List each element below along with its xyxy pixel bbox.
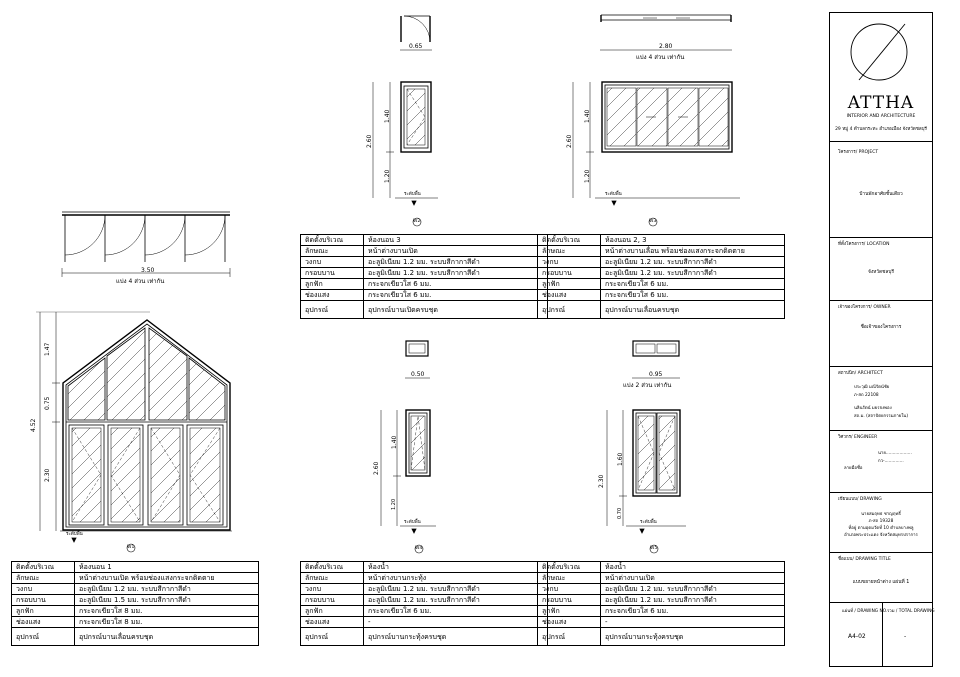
w2-dim-top: 1.40: [384, 109, 391, 123]
spec-value: หน้าต่างบานเปิด พร้อมช่องแสงกระจกติดตาย: [75, 573, 259, 584]
location-cell: [830, 237, 932, 300]
spec-value: ห้องนอน 3: [364, 235, 548, 246]
spec-value: อุปกรณ์บานเลื่อนครบชุด: [75, 628, 259, 646]
spec-value: อะลูมิเนียม 1.2 มม. ระบบสีกากาสีดำ: [601, 584, 785, 595]
spec-key: ติดตั้งบริเวณ: [538, 562, 601, 573]
spec-key: ลักษณะ: [301, 573, 364, 584]
w1-dim-bottom: 2.30: [44, 468, 51, 482]
spec-value: อะลูมิเนียม 1.2 มม. ระบบสีกากาสีดำ: [364, 595, 548, 606]
spec-key: วงกบ: [538, 257, 601, 268]
spec-value: หน้าต่างบานเปิด: [601, 573, 785, 584]
spec-value: อะลูมิเนียม 1.2 มม. ระบบสีกากาสีดำ: [364, 584, 548, 595]
spec-value: อะลูมิเนียม 1.2 มม. ระบบสีกากาสีดำ: [601, 268, 785, 279]
architect-line: สถ.ม. (สถาปัตยกรรมภายใน): [854, 414, 909, 419]
project-cell: [830, 141, 932, 237]
drawing-title-label: ชื่อแบบ/ DRAWING TITLE: [838, 557, 891, 562]
drawing-by-line: อำเภอพระประแดง จังหวัดสมุทรปราการ: [844, 533, 918, 538]
spec-key: ช่องแสง: [301, 290, 364, 301]
w4-spec-table: [300, 561, 548, 646]
spec-key: ลูกฟัก: [538, 606, 601, 617]
engineer-line: นาย...................: [878, 451, 912, 456]
sheet-number: A4-02: [848, 633, 866, 640]
spec-key: กรอบบาน: [301, 268, 364, 279]
w1-dim-total: 4.52: [30, 418, 37, 432]
drawing-by-line: ที่อยู่ ตามอุดมวัดที่ 10 ตำบลบางพลู: [848, 526, 914, 531]
title-block: [829, 12, 933, 667]
spec-key: ลักษณะ: [12, 573, 75, 584]
owner-cell: [830, 300, 932, 366]
spec-key: กรอบบาน: [12, 595, 75, 606]
w1-elevation: [36, 312, 232, 552]
spec-value: อุปกรณ์บานเปิดครบชุด: [364, 301, 548, 319]
w2-spec-table: [300, 234, 548, 319]
engineer-line: กว-..............: [878, 459, 904, 464]
drawing-by-label: เขียนแบบ/ DRAWING: [838, 497, 882, 502]
location-label: ที่ตั้งโครงการ/ LOCATION: [838, 242, 890, 247]
spec-value: กระจกเขียวใส 6 มม.: [601, 606, 785, 617]
w5-tag: W5: [650, 546, 658, 551]
spec-value: หน้าต่างบานเปิด: [364, 246, 548, 257]
spec-key: ลูกฟัก: [301, 606, 364, 617]
w1-width-dim: 3.50: [141, 267, 155, 274]
w1-split-note: แบ่ง 4 ส่วน เท่ากัน: [116, 278, 165, 285]
project-name: บ้านพักอาศัยชั้นเดียว: [859, 192, 903, 197]
w2-dim-total: 2.60: [366, 134, 373, 148]
w3-tag: W3: [649, 219, 657, 224]
spec-key: ช่องแสง: [301, 617, 364, 628]
sheet-number-cell: [830, 602, 935, 666]
spec-key: ลูกฟัก: [12, 606, 75, 617]
w1-spec-table: [11, 561, 259, 646]
w5-dim-bottom: 0.70: [617, 507, 623, 519]
spec-value: -: [601, 617, 785, 628]
spec-value: อะลูมิเนียม 1.2 มม. ระบบสีกากาสีดำ: [364, 257, 548, 268]
w5-dim-total: 2.30: [598, 474, 605, 488]
w5-elevation: [607, 410, 686, 553]
w1-dim-top: 1.47: [44, 342, 51, 356]
w3-spec-table: [537, 234, 785, 319]
drawing-title: แบบขยายหน้าต่าง แผ่นที่ 1: [852, 580, 910, 585]
spec-key: กรอบบาน: [538, 595, 601, 606]
spec-value: ห้องนอน 2, 3: [601, 235, 785, 246]
owner-label: เจ้าของโครงการ/ OWNER: [838, 305, 891, 310]
logo-text: ATTHA: [847, 93, 915, 113]
drawing-by-line: นายสมฤทธ ชาญฤทธิ์: [861, 512, 901, 517]
engineer-signature-label: ลายมือชื่อ: [844, 466, 863, 471]
spec-key: ลักษณะ: [538, 246, 601, 257]
w1-dim-mid: 0.75: [44, 396, 51, 410]
owner-value: ชื่อเจ้าของโครงการ: [860, 325, 902, 330]
drawing-by-cell: [830, 492, 932, 552]
spec-key: ช่องแสง: [538, 290, 601, 301]
spec-key: วงกบ: [12, 584, 75, 595]
w2-elevation: [373, 82, 438, 226]
w5-spec-table: [537, 561, 785, 646]
w1-tag: W1: [127, 545, 135, 550]
w5-split-note: แบ่ง 2 ส่วน เท่ากัน: [623, 382, 672, 389]
spec-key: กรอบบาน: [301, 595, 364, 606]
w3-floor-label: ระดับพื้น: [605, 192, 622, 197]
total-label: รวม / TOTAL DRAWING: [887, 609, 935, 614]
spec-value: หน้าต่างบานกระทุ้ง: [364, 573, 548, 584]
architect-line: นลินรัตน์ มยรจงพอง: [854, 406, 892, 411]
sheet-no-label: แผ่นที่ / DRAWING NO.: [842, 609, 888, 614]
spec-value: อุปกรณ์บานเลื่อนครบชุด: [601, 301, 785, 319]
spec-value: กระจกเขียวใส 8 มม.: [75, 606, 259, 617]
w2-tag: W2: [413, 219, 421, 224]
w3-dim-top: 1.40: [584, 109, 591, 123]
spec-value: กระจกเขียวใส 6 มม.: [364, 290, 548, 301]
drawing-title-cell: [830, 552, 932, 602]
w1-floor-label: ระดับพื้น: [66, 532, 83, 537]
spec-key: กรอบบาน: [538, 268, 601, 279]
w4-floor-label: ระดับพื้น: [404, 520, 421, 525]
spec-value: ห้องน้ำ: [364, 562, 548, 573]
spec-value: อะลูมิเนียม 1.2 มม. ระบบสีกากาสีดำ: [601, 595, 785, 606]
w4-elevation: [381, 410, 436, 553]
architect-line: ประวุฒิ มณีรัตน์ชัย: [854, 385, 890, 390]
w4-dim-top: 1.40: [391, 435, 398, 449]
spec-key: ช่องแสง: [12, 617, 75, 628]
w4-dim-bottom: 1.20: [391, 498, 397, 510]
architect-cell: [830, 366, 932, 430]
logo-subtitle: INTERIOR AND ARCHITECTURE: [846, 114, 916, 119]
spec-value: -: [364, 617, 548, 628]
w2-dim-bottom: 1.20: [384, 169, 391, 183]
w3-elevation: [573, 82, 740, 226]
spec-value: ห้องนอน 1: [75, 562, 259, 573]
w2-width-dim: 0.65: [409, 43, 423, 50]
spec-value: กระจกเขียวใส 8 มม.: [75, 617, 259, 628]
spec-key: วงกบ: [538, 584, 601, 595]
architect-label: สถาปนิก/ ARCHITECT: [838, 371, 883, 376]
spec-key: ลักษณะ: [301, 246, 364, 257]
spec-value: อุปกรณ์บานกระทุ้งครบชุด: [364, 628, 548, 646]
w3-split-note: แบ่ง 4 ส่วน เท่ากัน: [636, 54, 685, 61]
spec-key: อุปกรณ์: [538, 628, 601, 646]
spec-key: วงกบ: [301, 257, 364, 268]
w5-width-dim: 0.95: [649, 371, 663, 378]
company-address: 29 หมู่ 4 ตำบลกระทะ อำเภอเมือง จังหวัดชลบุรี: [835, 127, 927, 132]
w3-dim-total: 2.60: [566, 134, 573, 148]
engineer-cell: [830, 430, 932, 492]
w5-floor-label: ระดับพื้น: [640, 520, 657, 525]
spec-value: อะลูมิเนียม 1.2 มม. ระบบสีกากาสีดำ: [601, 257, 785, 268]
engineer-label: วิศวกร/ ENGINEER: [838, 435, 878, 440]
spec-key: ติดตั้งบริเวณ: [301, 235, 364, 246]
spec-value: อุปกรณ์บานกระทุ้งครบชุด: [601, 628, 785, 646]
w3-width-dim: 2.80: [659, 43, 673, 50]
spec-value: กระจกเขียวใส 6 มม.: [364, 606, 548, 617]
spec-value: หน้าต่างบานเลื่อน พร้อมช่องแสงกระจกติดตาย: [601, 246, 785, 257]
spec-value: กระจกเขียวใส 6 มม.: [601, 290, 785, 301]
spec-key: ติดตั้งบริเวณ: [538, 235, 601, 246]
spec-key: อุปกรณ์: [301, 628, 364, 646]
w3-dim-bottom: 1.20: [584, 169, 591, 183]
architect-line: ภ-สถ 22108: [854, 393, 879, 398]
spec-value: กระจกเขียวใส 6 มม.: [601, 279, 785, 290]
spec-key: ลูกฟัก: [538, 279, 601, 290]
spec-value: กระจกเขียวใส 6 มม.: [364, 279, 548, 290]
spec-key: ติดตั้งบริเวณ: [12, 562, 75, 573]
spec-key: ลักษณะ: [538, 573, 601, 584]
w4-width-dim: 0.50: [411, 371, 425, 378]
w4-tag: W4: [415, 546, 423, 551]
spec-value: อะลูมิเนียม 1.2 มม. ระบบสีกากาสีดำ: [364, 268, 548, 279]
spec-key: อุปกรณ์: [12, 628, 75, 646]
project-label: โครงการ/ PROJECT: [838, 150, 879, 155]
spec-value: ห้องน้ำ: [601, 562, 785, 573]
spec-value: อะลูมิเนียม 1.5 มม. ระบบสีกากาสีดำ: [75, 595, 259, 606]
spec-key: วงกบ: [301, 584, 364, 595]
spec-key: ช่องแสง: [538, 617, 601, 628]
spec-key: ติดตั้งบริเวณ: [301, 562, 364, 573]
spec-key: ลูกฟัก: [301, 279, 364, 290]
spec-value: อะลูมิเนียม 1.2 มม. ระบบสีกากาสีดำ: [75, 584, 259, 595]
w5-dim-top: 1.60: [617, 452, 624, 466]
drawing-by-line: ภ-สถ 19328: [868, 519, 894, 524]
spec-key: อุปกรณ์: [301, 301, 364, 319]
total-drawings: -: [904, 633, 907, 640]
spec-key: อุปกรณ์: [538, 301, 601, 319]
w2-floor-label: ระดับพื้น: [404, 192, 421, 197]
location-value: จังหวัดชลบุรี: [868, 270, 894, 275]
w4-dim-total: 2.60: [373, 461, 380, 475]
